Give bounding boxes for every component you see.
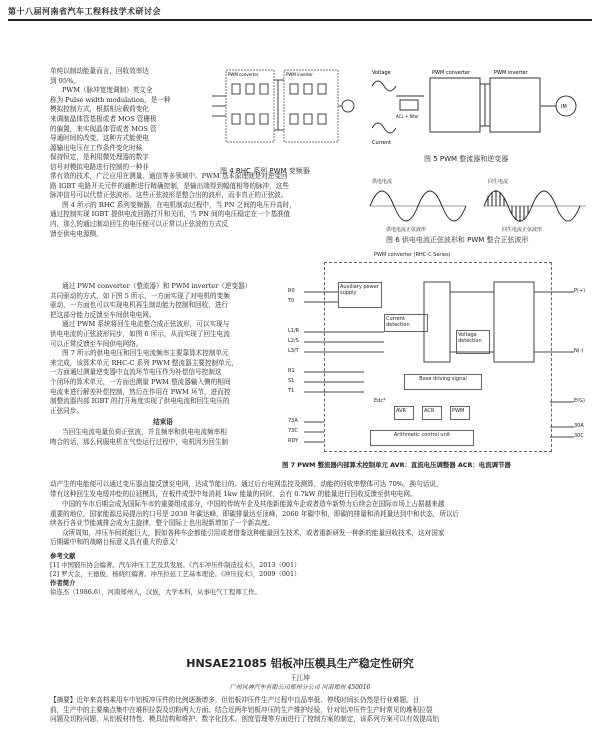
paragraph-carbon [50, 500, 580, 548]
para-line: 带有这种回生发电缓冲垫的拉延模具，在板件成型中每消耗 1kw 能量的同时，会有 0.7kW 的能量进行回收反馈至供电电网。 [50, 489, 417, 498]
reference-item: [2] 罗大金，王德俊，杨晓红编著。冲压拉延工艺基本理论。《冲压技术》，2009（001） [50, 570, 301, 578]
para-line: 可以正常反馈至车间供电网络。 [50, 339, 143, 348]
pwm-block: PWM [450, 406, 470, 420]
para-line: 驱动，一方面也可以实现电机再生制动能力控制和回收，进行 [50, 301, 229, 310]
author-heading: 作者简介 [50, 579, 76, 587]
para-line: 图 4 所示的 RHC 系列变频器，在电机制动过程中，当 PN 之间的电压升高时， [62, 200, 296, 209]
abstract [50, 696, 580, 725]
figure-6 [366, 178, 592, 244]
references-heading: 参考文献 [50, 552, 76, 560]
para-line: 中国的车市后期会成为国际车市的重要组成部分，中国的传统车企及其他新能源车企或者造车新势力后续会在国际市场上占据越来越 [62, 500, 445, 508]
figure-5 [366, 66, 592, 162]
fig7-top-label: PWM converter (RHC-C Series) [374, 252, 451, 258]
pin-label: N(-) [574, 348, 584, 354]
fig5-current-label: Current [372, 140, 391, 146]
pin-label: T0 [288, 298, 295, 304]
para-line: 制整流器内部 IGBT 的打开角度实现了供电电流和回生电压的 [50, 397, 230, 406]
pin-label: L2/S [288, 338, 299, 344]
fig4-caption: 图 4 RHC 系列 PWM 变频器 [220, 167, 310, 175]
pin-label: L1/R [288, 328, 300, 334]
para-line: 来完成，该算术单元 RHC-C 系列 PWM 整流器主要控制单元， [50, 358, 238, 367]
pin-label: 30C [574, 433, 584, 439]
para-line: 动产生的电能便可以通过变压器直接反馈至电网，达成节能目的。通过后台电网监控及测算，动能的回收率整体可达 70%，换句话说， [50, 480, 443, 488]
article-affiliation: 广州风神汽车有限公司郑州分公司 河南郑州 450016 [229, 684, 371, 691]
references [50, 552, 570, 597]
left-line: 保持恒定，是利用微处理器的数字 [50, 153, 149, 162]
pin-label: R0 [288, 288, 295, 294]
para-line: 通过 PWM converter（整流器）和 PWM inverter（逆变器） [62, 282, 252, 290]
para-line: 电流来进行解差补偿控制，然后在作用在 PWM 环节，进而控 [50, 387, 231, 396]
pwm-converter-inverter-diagram [366, 66, 592, 150]
para-line: 通过 PWM 系统将回生电流整合成正弦波形，可以实现与 [62, 320, 230, 329]
author-text: 徐连杰（1986.6），河南郑州人，汉族，大学本科，从事电气工程师工作。 [50, 588, 261, 596]
arithmetic-control-block: Arithmetic control unit [370, 430, 474, 446]
fig7-wiring [284, 252, 592, 462]
running-header: 第十八届河南省汽车工程科技学术研讨会 [8, 7, 161, 16]
left-line: 到 95%。 [50, 76, 80, 85]
left-line: 称为 Pulse width modulation，是一种 [50, 95, 171, 104]
rhc-inverter-diagram [208, 66, 356, 170]
abstract-line: 【摘要】近年来高档乘用车中铝板冲压件的比例逐渐增多，但铝板冲压件生产过程中良品率低、停线时间长仍然是行业难题。目 [50, 696, 420, 704]
para-line: 路 IGBT 电路开关元件的通断进行精确控制，是输出端得到幅值相等的脉冲，这些 [50, 181, 289, 190]
para-line: 一方面通过测量逆变器中直流环节电压作为补偿信号控制这 [50, 368, 222, 377]
para-line: 通过控制实现 IGBT 提供电流回路打开和关闭，当 PN 间的电压稳定在一个基准值 [50, 210, 291, 219]
fig5-filter-label: ACL + filter [396, 114, 419, 119]
left-line: 导通时间的改变，这种方式能使电 [50, 134, 149, 143]
abstract-line: 问题及切粉问题，从铝板材特性、模具结构和维护、数字化技术、创度管理等方面进行了控制方案的制定，该系列方案可以有效提高铝 [50, 715, 440, 724]
pin-label: L3/T [288, 348, 299, 354]
pin-label: S1 [288, 378, 295, 384]
left-line: PWM（脉冲宽度调制）英文全 [62, 86, 153, 95]
fig6-left-sub: 供电电流正弦波形 [386, 227, 427, 233]
edc-label: Edc* [374, 398, 386, 404]
fig4-label: PWM converter [228, 72, 259, 77]
article-title: HNSAE21085 铝板冲压模具生产稳定性研究 [186, 657, 414, 670]
fig7-caption: 图 7 PWM 整流器内部算术控制单元 AVR：直流电压调整器 ACR：电流调节器 [282, 461, 511, 469]
para-line: 众所周知，冲压车间耗能巨大，假如各种车企都能引用或者借鉴这种能量回生技术，或者重新研发一种新的能量回收技术，这对国家 [62, 528, 445, 537]
para-line: 重要的地位。国家能源总局提出的口号是 2030 年碳达峰，即碳排量达至顶峰，2060 年碳中和，即碳的排量和消耗量达到中和状态，所以后 [50, 509, 460, 518]
fig5-voltage-label: Voltage [372, 70, 391, 76]
conclusion-continued [50, 480, 570, 499]
fig6-caption: 图 6 供电电流正弦波形和 PWM 整合正弦波形 [386, 236, 529, 244]
para-line: 供电电流的正弦波形同步，如图 6 所示，从而实现了回生电流 [50, 329, 230, 338]
pin-label: 73C [288, 428, 298, 434]
para-line: 把这部分能力反馈至车间供电电网。 [50, 310, 156, 319]
conclusion-heading: 结束语 [153, 418, 173, 427]
fig5-caption: 图 5 PWM 整流器和逆变器 [424, 155, 509, 163]
article-author: 王江坤 [290, 674, 310, 682]
fig4-label: PWM inverter [286, 72, 313, 77]
left-line: 的偏置，来实现晶体管或者 MOS 管 [50, 124, 157, 133]
para-line: 图 7 所示的供电电压和回生电流频率主要靠算术控制单元 [62, 349, 229, 358]
fig6-right-sub: 回生电流正弦波形 [502, 227, 543, 233]
para-line: 当回生电流电量负荷正弦波，并且频率和供电电流频率相 [62, 427, 227, 436]
left-line: 来调制晶体管基极或者 MOS 管栅极 [50, 114, 157, 123]
pin-label: RDY [288, 438, 299, 444]
fig5-inverter-label: PWM inverter [494, 70, 528, 76]
pin-label: E(G) [574, 398, 585, 404]
header-rule [8, 19, 592, 21]
paragraph-pwm [50, 172, 365, 239]
pin-label: 73A [288, 418, 298, 424]
abstract-line: 前，生产中的主要痛点集中在堆积拉裂及切粉两大方面。结合近两年铝板冲压的生产维护经验，针对铝冲压件生产时常见的堆积拉裂 [50, 705, 433, 714]
sine-waves [366, 186, 592, 226]
current-detection-block: Current detection [384, 314, 428, 332]
pin-label: T1 [288, 388, 295, 394]
left-line: 模拟控制方式，根据相应载荷变化 [50, 105, 149, 114]
para-line: 常有效的技术，广泛应用在测量、通信等多领域中。PWM 基本原理就是对逆变回 [50, 172, 288, 180]
para-line: 馈至供电电源侧。 [50, 229, 103, 238]
fig6-left-title: 供电电流 [372, 179, 393, 185]
para-line: 内，那么的通过制动回生的电压便可以正常以正弦波的方式反 [50, 219, 229, 228]
left-column [50, 67, 202, 173]
paragraph-converter [50, 282, 276, 447]
para-line: 共同驱动的方式，如下图 5 所示，一方面实现了对电机的变频 [50, 291, 230, 300]
para-line: 后期碳中和的战略目标意义具有重大的意义！ [50, 538, 182, 547]
fig5-converter-label: PWM converter [432, 70, 471, 76]
figure-4 [208, 66, 356, 175]
acr-block: ACR [422, 406, 442, 420]
left-line: 源输出电压在工作条件变化时候 [50, 143, 143, 152]
base-driving-block: Base driving signal [404, 374, 482, 390]
pin-label: P(+) [574, 288, 586, 294]
avr-block: AVR [394, 406, 414, 420]
left-line: 单纯以制动能量而言，回收效率达 [50, 67, 149, 75]
voltage-detection-block: Voltage detection [456, 330, 490, 354]
left-line: 信号对模拟电路进行控制的一种非 [50, 162, 149, 171]
pin-label: R1 [288, 368, 295, 374]
para-line: 脉冲信号可以代替正弦波形。这些正弦波形是整合出的波形，而非真正的正弦波。 [50, 191, 288, 200]
aux-power-block: Auxiliary power supply [338, 282, 382, 308]
para-line: 正弦同步。 [50, 406, 83, 415]
fig5-motor-label: IM [561, 104, 567, 110]
para-line: 吻合的话，那么伺服电机在气垫运行过程中，电机因为回生制 [50, 437, 229, 446]
fig6-right-title: 回生电流 [488, 179, 509, 185]
figure-7 [284, 252, 592, 472]
para-line: 个闭环的算术单元，一方面也测量 PWM 整流器输入侧的相间 [50, 377, 231, 386]
pin-label: 30A [574, 423, 584, 429]
reference-item: [1] 中国锻压协会编著。汽车冲压工艺及其发展。《汽车冲压件制造技术》，2013（001） [50, 561, 301, 569]
para-line: 续各行各业节能减排会成为主旋律，整个国际上也出现新增加了一个新高度。 [50, 519, 275, 528]
